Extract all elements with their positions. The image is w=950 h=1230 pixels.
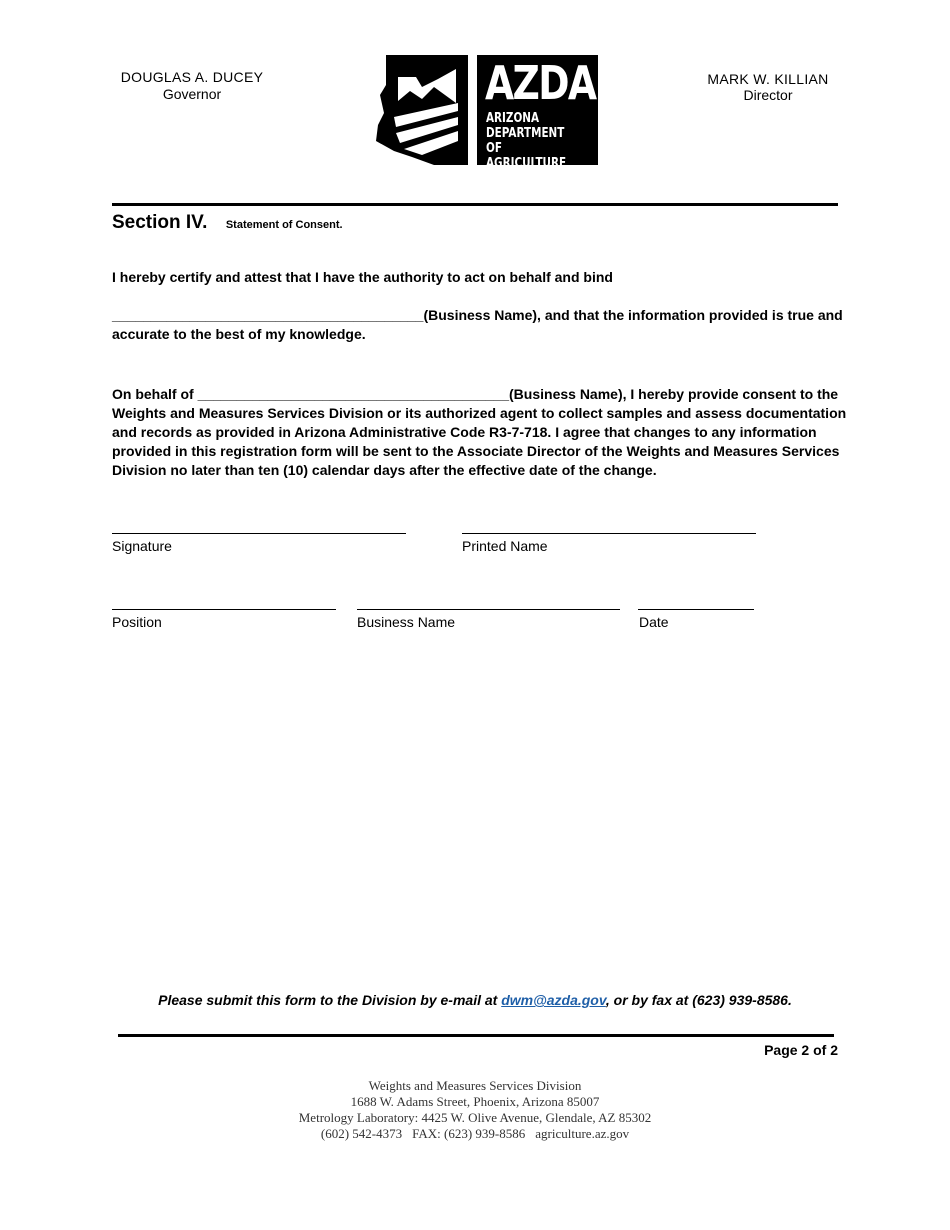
date-label: Date (639, 614, 669, 630)
section-title: Statement of Consent. (225, 219, 343, 231)
business-name-blank-2[interactable]: ________________________________________ (197, 386, 510, 402)
page-number: Page 2 of 2 (764, 1042, 838, 1058)
signature-label: Signature (112, 538, 172, 554)
position-line[interactable] (112, 609, 336, 610)
azda-logo (376, 55, 598, 171)
certify-line-2 (112, 306, 843, 325)
footer-phone: (602) 542-4373 (320, 1126, 403, 1141)
logo-line2: DEPARTMENT (486, 126, 565, 141)
footer-site[interactable]: agriculture.az.gov (535, 1126, 630, 1141)
consent-line-4: provided in this registration form will be sent to the Associate Director of the Weights and Measures Services (112, 443, 840, 459)
submit-text-after: , or by fax at (623) 939-8586. (605, 992, 792, 1008)
submit-text-before: Please submit this form to the Division by e-mail at (158, 992, 502, 1008)
section-number: Section IV. (112, 212, 208, 233)
position-label: Position (112, 614, 162, 630)
consent-line-1 (112, 385, 838, 404)
azda-wordmark (477, 55, 598, 171)
governor-title: Governor (162, 86, 222, 102)
footer-contact (200, 1126, 750, 1142)
email-link[interactable]: dwm@azda.gov (501, 992, 606, 1008)
date-line[interactable] (638, 609, 754, 610)
header-divider (112, 203, 838, 206)
footer-address: 1688 W. Adams Street, Phoenix, Arizona 85007 (350, 1094, 600, 1109)
director-title: Director (743, 87, 793, 103)
footer-division: Weights and Measures Services Division (368, 1078, 582, 1093)
arizona-state-icon (376, 55, 468, 165)
governor-name: DOUGLAS A. DUCEY (120, 69, 264, 85)
footer-lab-address: Metrology Laboratory: 4425 W. Olive Avenue, Glendale, AZ 85302 (298, 1110, 652, 1125)
certify-line-3: accurate to the best of my knowledge. (112, 326, 366, 342)
footer-fax: FAX: (623) 939-8586 (412, 1126, 526, 1141)
certify-line-1: I hereby certify and attest that I have the authority to act on behalf and bind (112, 269, 613, 285)
business-name-blank-1[interactable]: ________________________________________ (112, 307, 424, 323)
business-name-line[interactable] (357, 609, 620, 610)
director-name: MARK W. KILLIAN (707, 71, 829, 87)
section-heading (112, 212, 343, 234)
business-name-label: Business Name (357, 614, 456, 630)
logo-line3: OF AGRICULTURE (486, 141, 567, 171)
consent-line-3: and records as provided in Arizona Administrative Code R3-7-718. I agree that changes to any information (112, 424, 817, 440)
consent-line-2: Weights and Measures Services Division or its authorized agent to collect samples and assess documentation (112, 405, 847, 421)
signature-line[interactable] (112, 533, 406, 534)
logo-abbr: AZDA (485, 56, 596, 110)
consent-line-5: Division no later than ten (10) calendar days after the effective date of the change. (112, 462, 657, 478)
consent-prefix: On behalf of (112, 386, 198, 402)
consent-line-1-text: (Business Name), I hereby provide consent to the (509, 386, 839, 402)
printed-name-label: Printed Name (462, 538, 548, 554)
submit-instruction (112, 992, 838, 1008)
certify-line-2-text: (Business Name), and that the information provided is true and (423, 307, 843, 323)
footer-divider (118, 1034, 834, 1037)
logo-line1: ARIZONA (486, 111, 540, 126)
printed-name-line[interactable] (462, 533, 756, 534)
